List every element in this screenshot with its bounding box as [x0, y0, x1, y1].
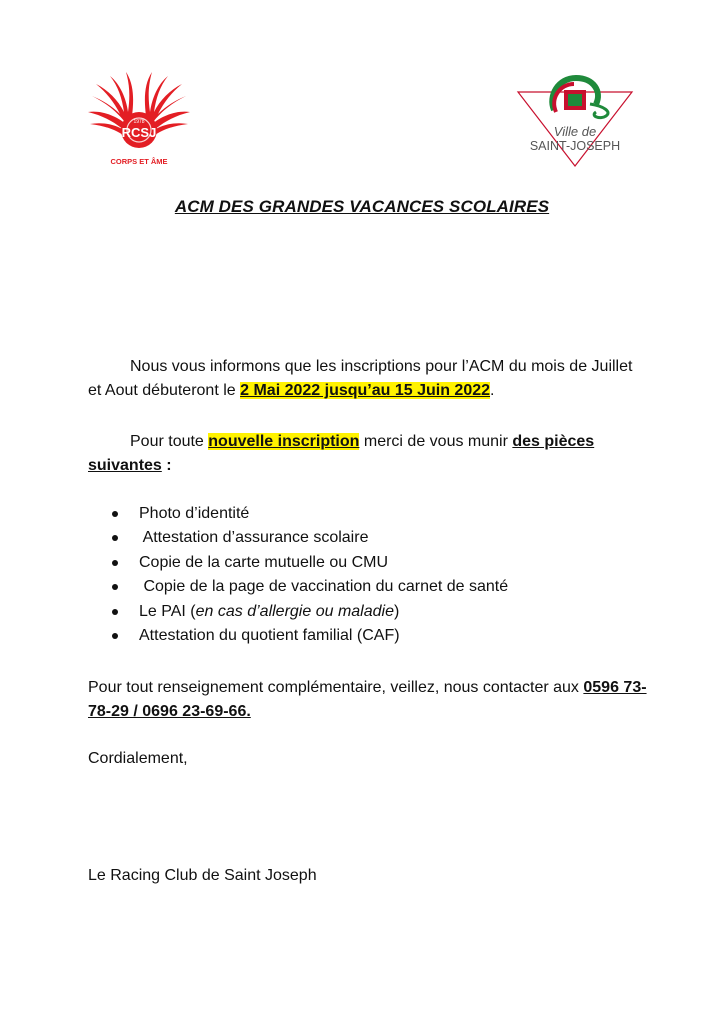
list-item	[112, 575, 508, 599]
list-item	[112, 624, 508, 648]
bullet-icon	[112, 584, 118, 590]
list-item-text: Attestation du quotient familial (CAF)	[139, 627, 400, 645]
list-item	[112, 600, 508, 624]
list-item-text: Le PAI (	[139, 602, 196, 620]
intro-text: Nous vous informons que les inscriptions pour l’ACM du mois de Juillet et Aout débuteront le	[88, 358, 633, 399]
rcsj-crest-icon	[84, 66, 194, 170]
list-item	[112, 526, 508, 550]
list-item	[112, 551, 508, 575]
documents-intro-middle: merci de vous munir	[359, 433, 513, 450]
intro-paragraph	[88, 355, 648, 403]
contact-text: Pour tout renseignement complémentaire, veillez, nous contacter aux	[88, 679, 584, 696]
documents-intro-end: :	[161, 457, 172, 474]
saint-joseph-text: SAINT-JOSEPH	[529, 139, 621, 153]
contact-paragraph	[88, 676, 648, 724]
bullet-icon	[112, 633, 118, 639]
ville-de-text: Ville de	[553, 124, 597, 139]
ville-de-saint-joseph-logo-icon	[514, 66, 636, 170]
document-title: ACM DES GRANDES VACANCES SCOLAIRES	[174, 197, 550, 216]
closing-text: Cordialement,	[88, 750, 188, 767]
signature: Le Racing Club de Saint Joseph	[88, 867, 317, 884]
list-item-text: Attestation d’assurance scolaire	[139, 529, 369, 547]
list-item-end: )	[393, 602, 400, 620]
intro-end: .	[490, 382, 495, 399]
registration-dates: 2 Mai 2022 jusqu’au 15 Juin 2022	[240, 382, 491, 399]
contact-phones: 0596 73-78-29 / 0696 23-69-66.	[88, 679, 647, 720]
new-registration-highlight: nouvelle inscription	[208, 433, 360, 450]
rcsj-year: 1978	[133, 119, 145, 125]
list-item	[112, 502, 508, 526]
documents-list	[112, 502, 508, 648]
documents-intro-paragraph	[88, 430, 648, 478]
list-item-text: Photo d’identité	[139, 505, 250, 522]
list-item-text: Copie de la carte mutuelle ou CMU	[139, 553, 389, 571]
bullet-icon	[112, 535, 118, 541]
rcsj-motto: CORPS ET ÂME	[110, 157, 168, 166]
rcsj-logo-text: RCSJ	[121, 125, 157, 140]
bullet-icon	[112, 560, 118, 566]
bullet-icon	[112, 609, 118, 615]
required-documents-emphasis: des pièces suivantes	[88, 433, 595, 474]
bullet-icon	[112, 511, 118, 517]
documents-intro-start: Pour toute	[130, 433, 209, 450]
list-item-italic: en cas d’allergie ou maladie	[195, 602, 394, 620]
list-item-text: Copie de la page de vaccination du carnet de santé	[139, 578, 509, 596]
